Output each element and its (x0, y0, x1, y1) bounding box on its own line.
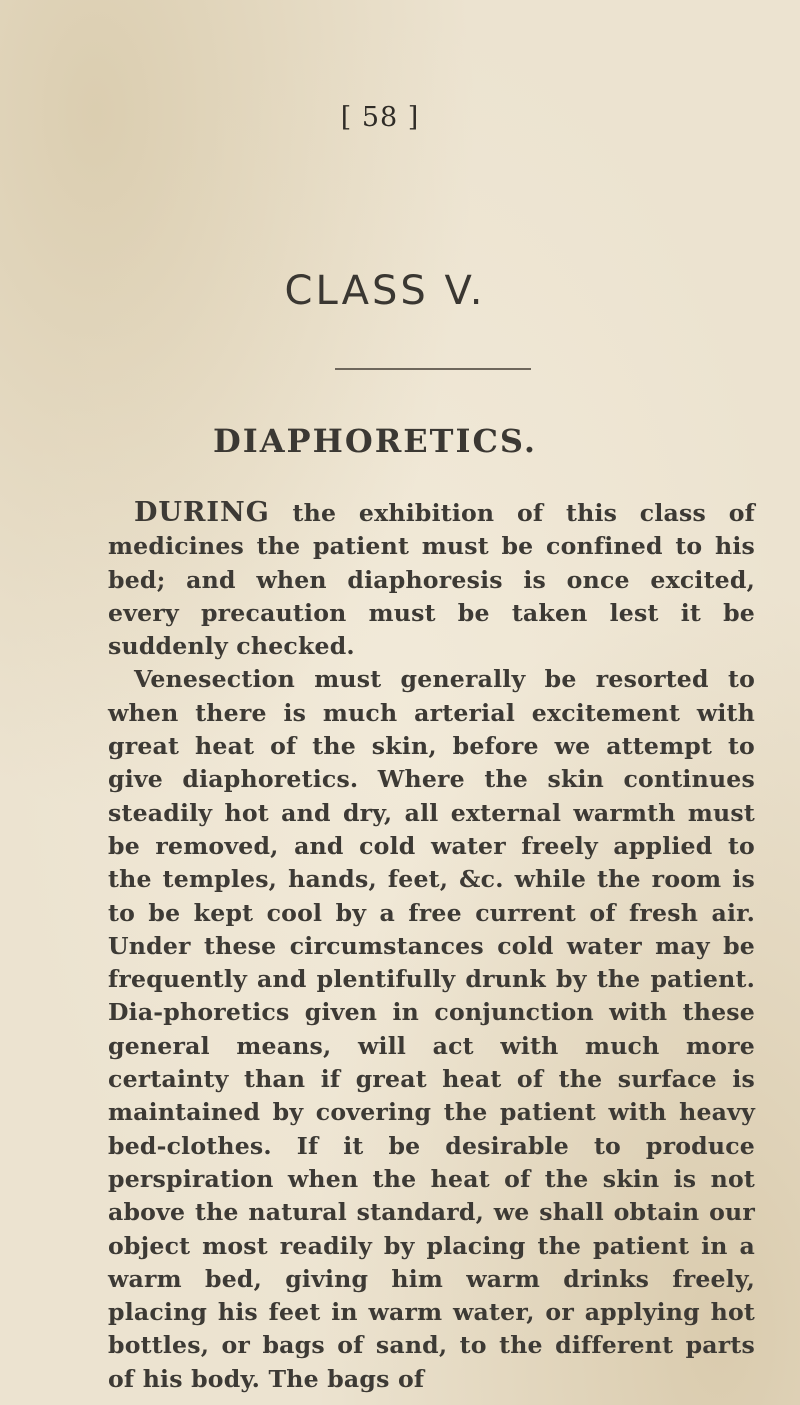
paragraph (108, 496, 755, 663)
heading-divider (335, 368, 531, 370)
paragraph-lead-word: DURING (134, 497, 270, 528)
page-number: [ 58 ] (340, 102, 420, 133)
paragraph (108, 663, 755, 1396)
paragraph-text: the exhibition of this class of medicines the patient must be confined to his bed; and when diaphoresis is once excited, every precaution must be taken lest it be suddenly checked. (108, 499, 755, 661)
class-heading: CLASS V. (284, 268, 486, 314)
paragraph-text: Venesection must generally be resorted to when there is much arterial excitement with great heat of the skin, before we attempt to give diaphoretics. Where the skin continues steadily hot and dry, all external warmth must be removed, and cold water freely applied to the temples, hands, feet, &c. while the room is to be kept cool by a free current of fresh air. Under these circumstances cold water may be frequently and plentifully drunk by the patient. Dia-phoretics given in conjunction with these general means, will act with much more certainty than if great heat of the surface is maintained by covering the patient with heavy bed-clothes. If it be desirable to produce perspiration when the heat of the skin is not above the natural standard, we shall obtain our object most readily by placing the patient in a warm bed, giving him warm drinks freely, placing his feet in warm water, or applying hot bottles, or bags of sand, to the different parts of his body. The bags of (108, 665, 755, 1393)
section-title: DIAPHORETICS. (212, 422, 538, 460)
body-text (108, 496, 755, 1396)
